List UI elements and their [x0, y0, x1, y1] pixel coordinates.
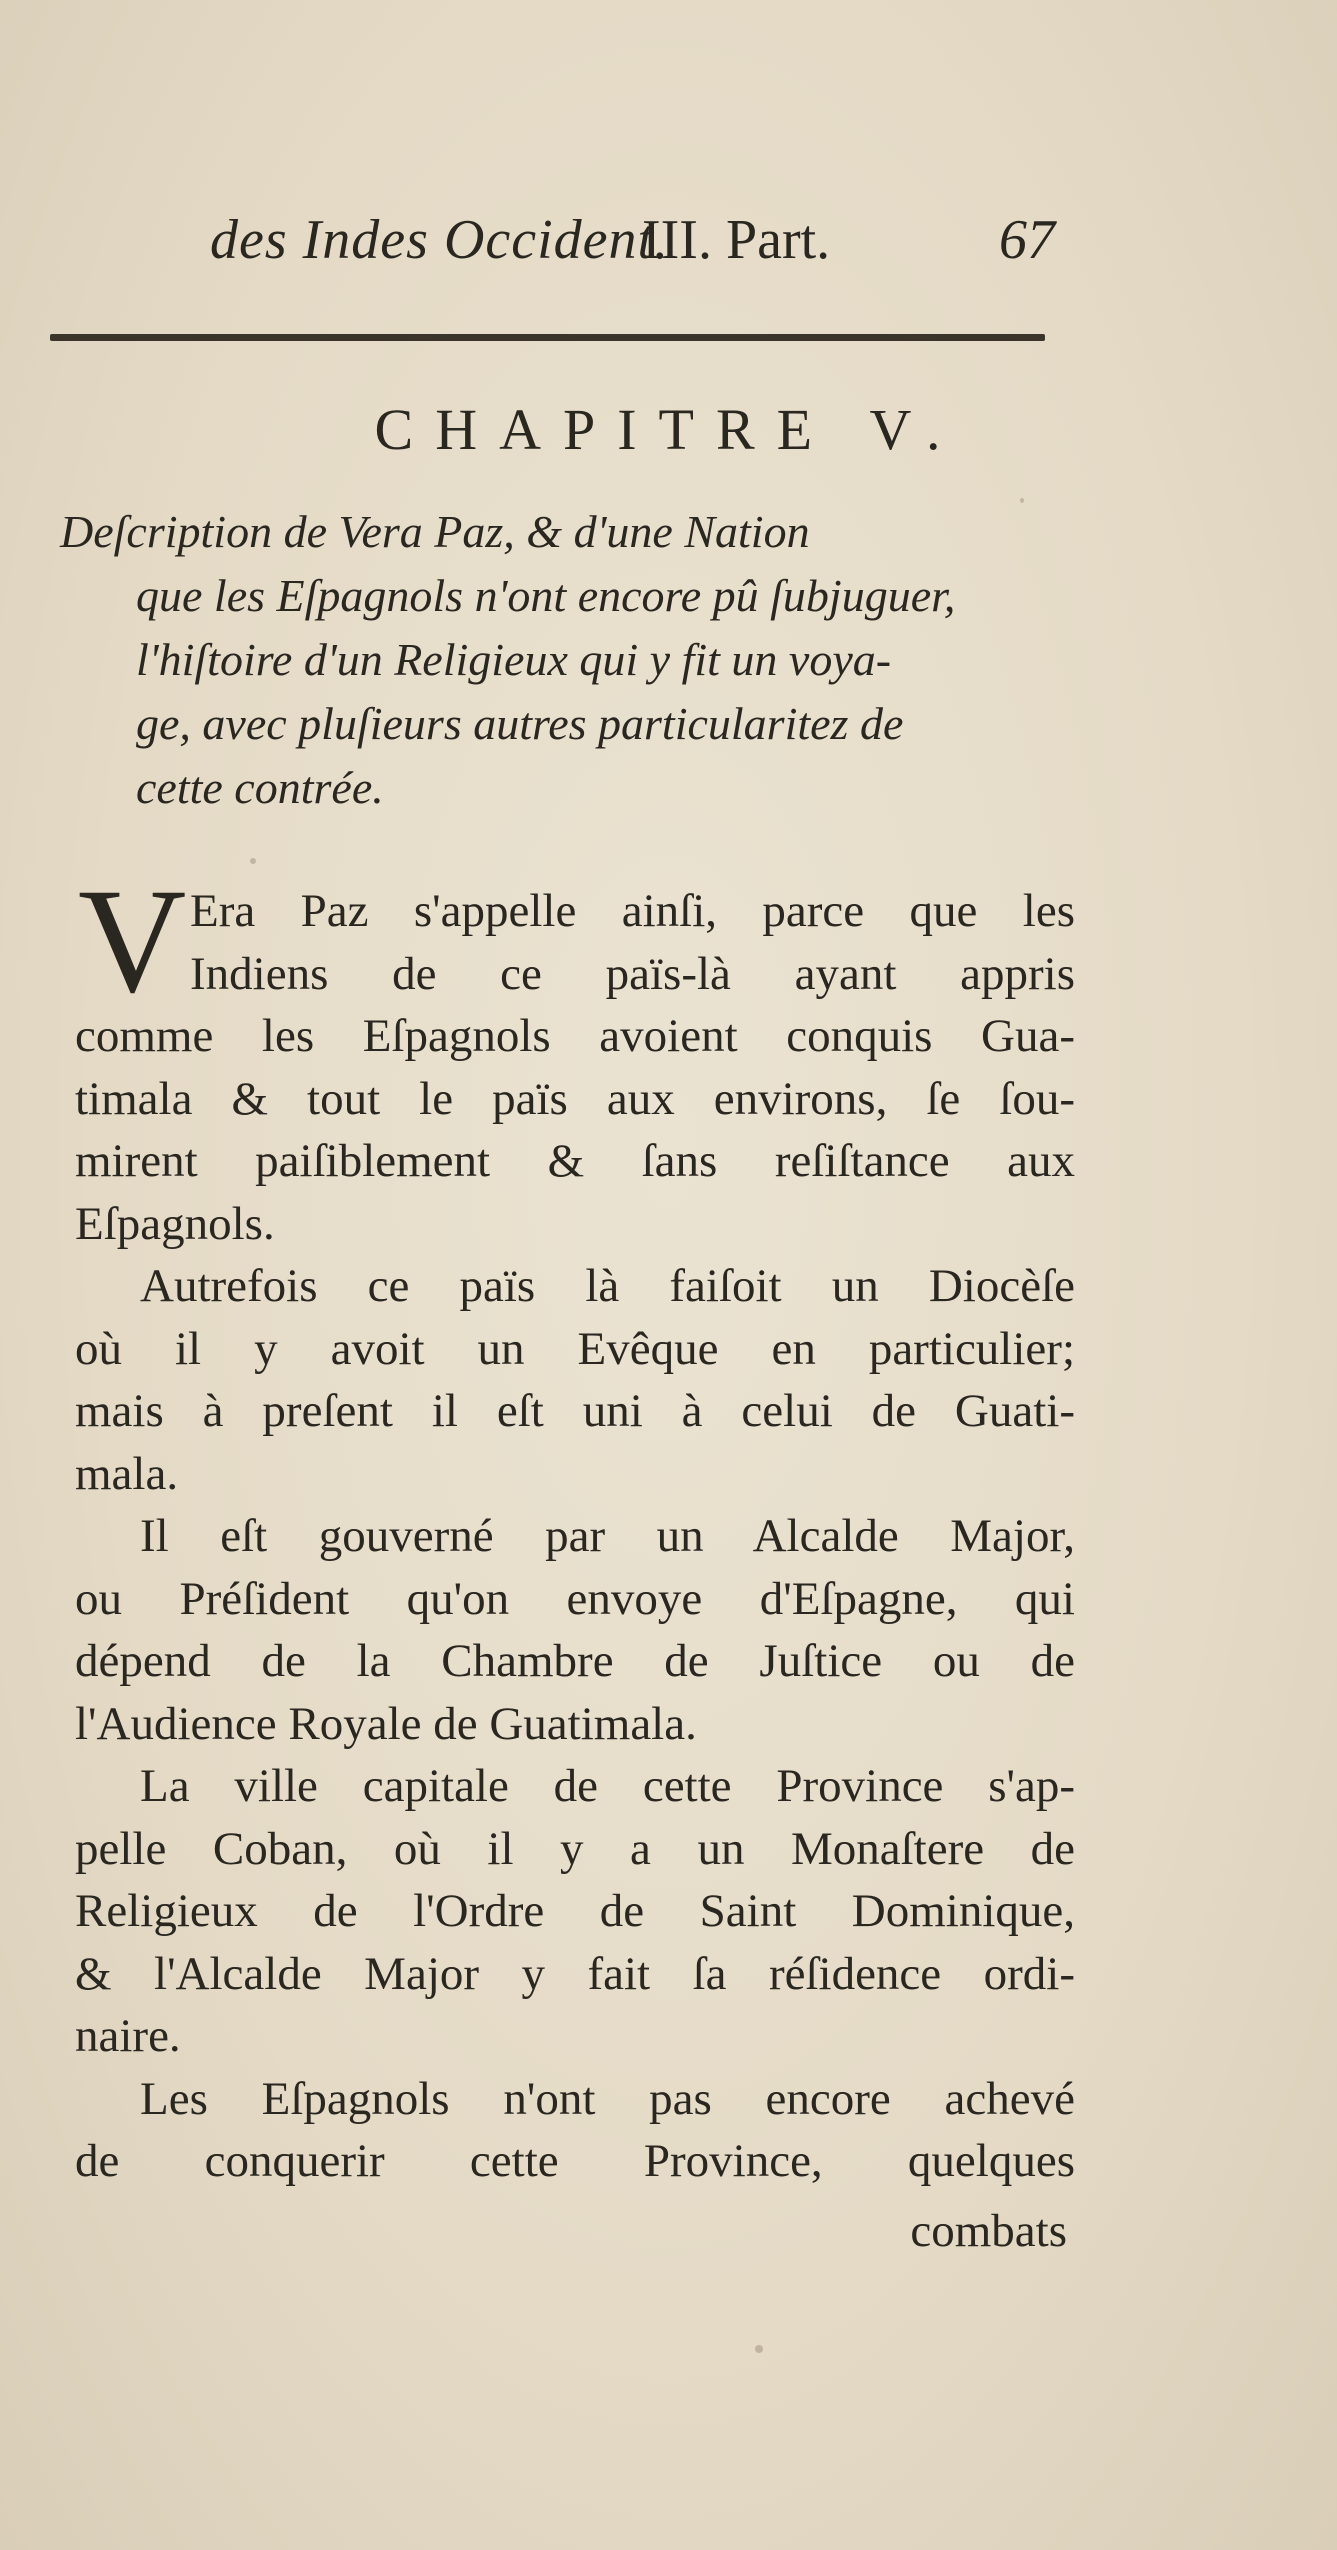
text-line: naire.: [75, 2010, 181, 2062]
text-line: Les Eſpagnols n'ont pas encore achevé: [140, 2072, 1075, 2125]
summary-line: que les Eſpagnols n'ont encore pû ſubjuguer,: [136, 570, 956, 621]
text-line: l'Audience Royale de Guatimala.: [75, 1697, 697, 1750]
text-line: ou Préſident qu'on envoye d'Eſpagne, qui: [75, 1572, 1075, 1625]
text-line: Il eſt gouverné par un Alcalde Major,: [140, 1510, 1075, 1562]
running-head: [210, 205, 1070, 275]
text-line: La ville capitale de cette Province s'ap-: [140, 1760, 1075, 1812]
running-head-title: des Indes Occident.: [210, 209, 670, 271]
text-line: de conquerir cette Province, quelques: [75, 2135, 1075, 2187]
text-line: mais à preſent il eſt uni à celui de Guati-: [75, 1385, 1075, 1437]
catchword: combats: [910, 2205, 1067, 2257]
running-head-part: III. Part.: [642, 209, 831, 271]
text-line: Autrefois ce païs là faiſoit un Diocèſe: [140, 1260, 1075, 1312]
paper-speck: [1020, 498, 1024, 503]
drop-cap: V: [78, 858, 187, 1024]
body-text: [75, 880, 1075, 2193]
summary-line: l'hiſtoire d'un Religieux qui y fit un voya-: [136, 634, 892, 685]
chapter-heading: CHAPITRE V.: [374, 397, 963, 462]
text-line: timala & tout le païs aux environs, ſe ſou-: [75, 1072, 1075, 1125]
summary-line: Deſcription de Vera Paz, & d'une Nation: [60, 506, 810, 557]
summary-line: cette contrée.: [136, 762, 384, 813]
text-line: Indiens de ce païs-là ayant appris: [190, 947, 1075, 1000]
paper-speck: [755, 2345, 763, 2353]
text-line: Religieux de l'Ordre de Saint Dominique,: [75, 1885, 1075, 1937]
summary-line: ge, avec pluſieurs autres particularitez de: [136, 698, 904, 749]
header-rule: [50, 334, 1045, 341]
text-line: & l'Alcalde Major y fait ſa réſidence ordi-: [75, 1947, 1075, 2000]
page-number: 67: [999, 209, 1055, 271]
text-line: dépend de la Chambre de Juſtice ou de: [75, 1635, 1075, 1687]
text-line: mirent paiſiblement & ſans reſiſtance aux: [75, 1135, 1075, 1187]
text-line: Eſpagnols.: [75, 1197, 275, 1250]
text-line: pelle Coban, où il y a un Monaſtere de: [75, 1822, 1075, 1875]
text-line: Era Paz s'appelle ainſi, parce que les: [190, 885, 1075, 937]
paper-speck: [250, 858, 256, 864]
text-line: mala.: [75, 1447, 179, 1500]
text-line: où il y avoit un Evêque en particulier;: [75, 1322, 1075, 1375]
text-line: comme les Eſpagnols avoient conquis Gua-: [75, 1010, 1075, 1062]
chapter-summary: [60, 500, 1080, 820]
